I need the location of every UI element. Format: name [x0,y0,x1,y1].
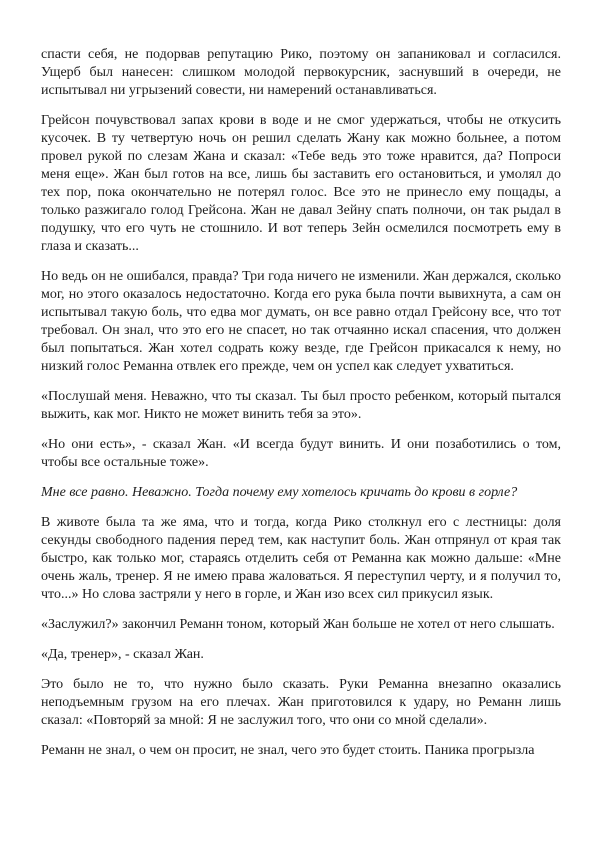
paragraph: «Да, тренер», - сказал Жан. [41,647,204,662]
paragraph: Это было не то, что нужно было сказать. Руки Реманна внезапно оказались неподъемным грузом на его плечах. Жан приготовился к удару, но Реманн лишь сказал: «Повторяй за мной: Я не заслужил того, что они со мной сделали». [41,677,561,728]
paragraphs-container [41,46,561,760]
paragraph: Реманн не знал, о чем он просит, не знал, чего это будет стоить. Паника прогрызла [41,743,535,758]
paragraph: «Заслужил?» закончил Реманн тоном, который Жан больше не хотел от него слышать. [41,617,555,632]
paragraph: Но ведь он не ошибался, правда? Три года ничего не изменили. Жан держался, сколько мог, но этого оказалось недостаточно. Когда его рука была почти вывихнута, а сам он испытывал такую боль, что едва мог думать, он все равно отдал Грейсону все, что тот требовал. Он знал, что это его не спасет, но так отчаянно искал спасения, что должен был попытаться. Жан хотел содрать кожу везде, где Грейсон прикасался к нему, но низкий голос Реманна отвлек его прежде, чем он успел как следует ухватиться. [41,269,561,374]
paragraph: Мне все равно. Неважно. Тогда почему ему хотелось кричать до крови в горле? [41,485,518,500]
paragraph: «Послушай меня. Неважно, что ты сказал. Ты был просто ребенком, который пытался выжить, как мог. Никто не может винить тебя за это». [41,389,561,422]
paragraph: «Но они есть», - сказал Жан. «И всегда будут винить. И они позаботились о том, чтобы все остальные тоже». [41,437,561,470]
paragraph: спасти себя, не подорвав репутацию Рико, поэтому он запаниковал и согласился. Ущерб был нанесен: слишком молодой первокурсник, заснувший в очереди, не испытывал ни угрызений совести, ни намерений останавливаться. [41,47,561,98]
paragraph: В животе была та же яма, что и тогда, когда Рико столкнул его с лестницы: доля секунды свободного падения перед тем, как наступит боль. Жан отпрянул от края так быстро, как только мог, стараясь отделить себя от Реманна как можно дальше: «Мне очень жаль, тренер. Я не имею права жаловаться. Я переступил черту, и я получил то, что...» Но слова застряли у него в горле, и Жан изо всех сил прикусил язык. [41,515,561,602]
paragraph: Грейсон почувствовал запах крови в воде и не смог удержаться, чтобы не откусить кусочек. В ту четвертую ночь он решил сделать Жану как можно больнее, а потом провел рукой по слезам Жана и сказал: «Тебе ведь это тоже нравится, да? Попроси меня еще». Жан был готов на все, лишь бы заставить его остановиться, и умолял до тех пор, пока окончательно не потерял голос. Все это не принесло ему пощады, а только разжигало голод Грейсона. Жан не давал Зейну спать полночи, он так рыдал в подушку, что его чуть не стошнило. И вот теперь Зейн осмелился посмотреть ему в глаза и сказать... [41,113,561,254]
